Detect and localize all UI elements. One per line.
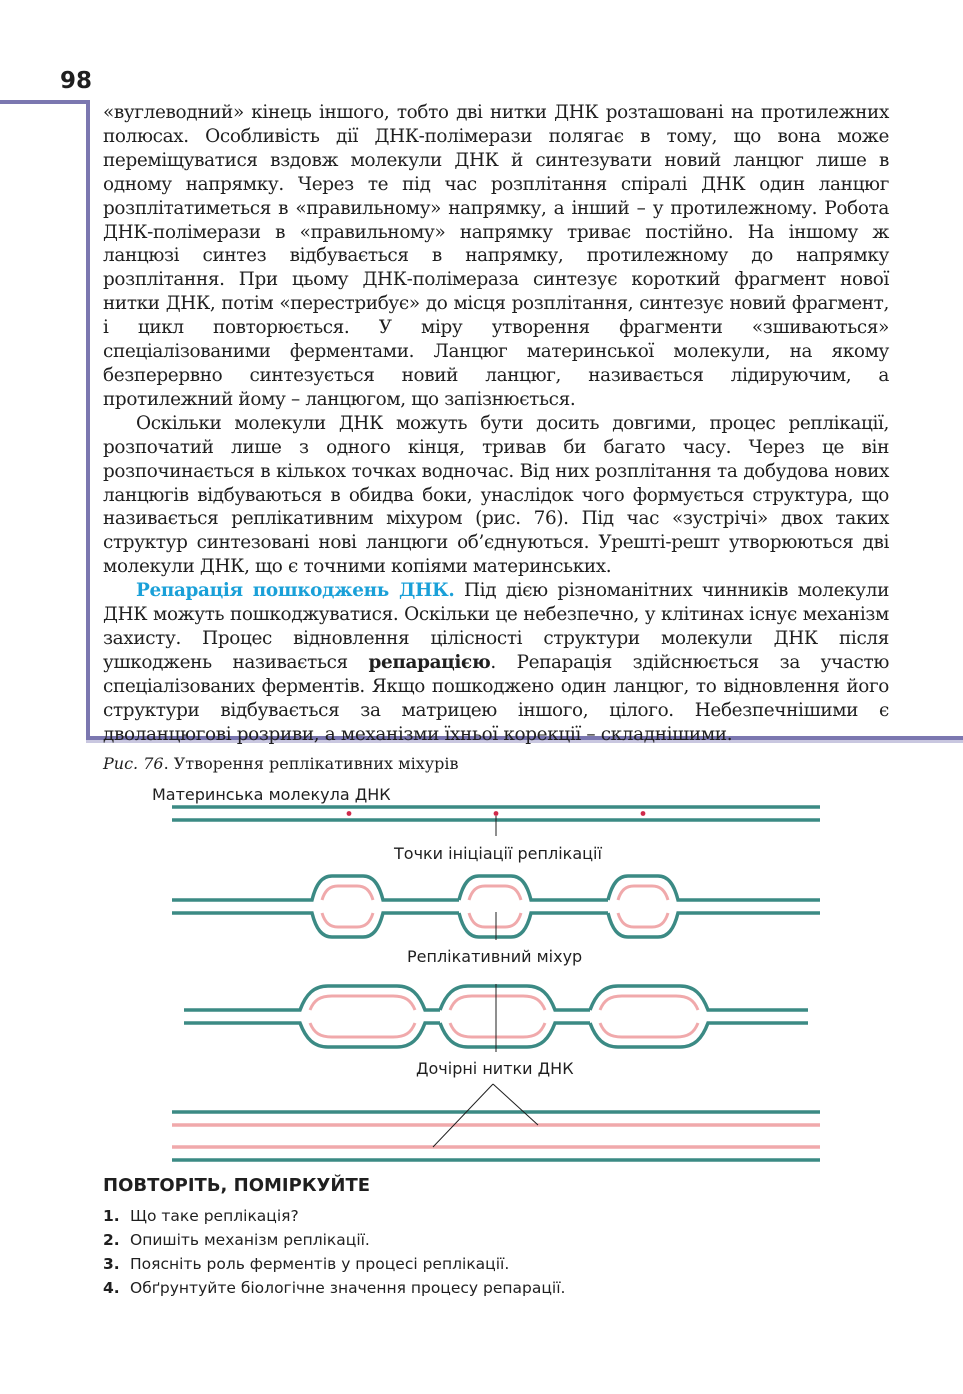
daughter-strand-top: [322, 886, 373, 900]
daughter-strand-top: [310, 996, 415, 1010]
question-text: Що таке реплікація?: [130, 1207, 299, 1225]
question-item: [103, 1252, 565, 1276]
bubble-strand-top: [608, 876, 820, 900]
pointer-daughter-right: [493, 1084, 538, 1125]
bubble-strand-bottom: [608, 913, 820, 937]
question-text: Опишіть механізм реплікації.: [130, 1231, 370, 1249]
daughter-strand-bottom: [600, 1023, 698, 1037]
question-item: [103, 1276, 565, 1300]
page-number: 98: [60, 68, 93, 94]
daughter-strand-top: [600, 996, 698, 1010]
bubble-strand-top: [459, 876, 608, 900]
question-number: 2.: [103, 1231, 120, 1249]
replication-diagram: [150, 780, 840, 1170]
label-parent-molecule: Материнська молекула ДНК: [152, 785, 391, 804]
bubble-small-right: [608, 876, 820, 937]
bubble-large-middle: [440, 986, 590, 1047]
bubble-strand-top: [172, 876, 459, 900]
main-text: [103, 101, 889, 746]
initiation-point: [494, 811, 499, 816]
bubble-small-middle: [459, 876, 608, 937]
daughter-strand-top: [618, 886, 668, 900]
bubble-strand-top: [590, 986, 808, 1010]
review-title: ПОВТОРІТЬ, ПОМІРКУЙТЕ: [103, 1175, 371, 1196]
paragraph-leading-strand: «вуглеводний» кінець іншого, тобто дві нитки ДНК розташовані на протилежних полюсах. Особливість дії ДНК-полімерази полягає в тому, що вона може переміщуватися вздовж молекули ДНК й синтезувати новий ланцюг лише в одному напрямку. Через те під час розплітання спіралі ДНК один ланцюг розплітатиметься в «правильному» напрямку, а інший – у протилежному. Робота ДНК-полімерази в «правильному» напрямку триває постійно. На іншому ж ланцюзі синтез відбувається в напрямку, протилежному до напрямку розплітання. При цьому ДНК-полімераза синтезує короткий фрагмент нової нитки ДНК, потім «перестрибує» до місця розплітання, синтезує новий фрагмент, і цикл повторюється. У міру утворення фрагменти «зшиваються» спеціалізованими ферментами. Ланцюг материнської молекули, на якому безперервно синтезується новий ланцюг, називається лідируючим, а протилежний йому – ланцюгом, що запізнюється.: [103, 102, 889, 410]
initiation-point: [347, 811, 352, 816]
question-item: [103, 1228, 565, 1252]
question-number: 4.: [103, 1279, 120, 1297]
paragraph-replication-bubble: Оскільки молекули ДНК можуть бути досить довгими, процес реплікації, розпочатий лише з одного кінця, тривав би багато часу. Через це він розпочинається в кількох точках водночас. Від них розплітання та добудова нових ланцюгів відбуваються в обидва боки, унаслідок чого формується структура, що називається реплікативним міхуром (рис. 76). Під час «зустрічі» двох таких структур синтезовані нові ланцюги об’єднуються. Урешті-решт утворюються дві молекули ДНК, що є точними копіями материнських.: [103, 412, 889, 578]
label-initiation-points: Точки ініціації реплікації: [394, 844, 602, 863]
figure-title: Утворення реплікативних міхурів: [173, 754, 459, 773]
frame-left-border: [86, 100, 90, 740]
daughter-strand-top: [469, 886, 521, 900]
figure-caption: [103, 754, 459, 773]
bubble-small-left: [172, 876, 459, 937]
question-item: [103, 1204, 565, 1228]
repair-heading: Репарація пошкоджень ДНК.: [136, 580, 455, 602]
bubble-large-right: [590, 986, 808, 1047]
label-daughter-strands: Дочірні нитки ДНК: [416, 1059, 574, 1078]
label-replication-bubble: Реплікативний міхур: [407, 947, 583, 966]
bubble-large-left: [184, 986, 440, 1047]
daughter-strand-bottom: [618, 913, 668, 927]
figure-caption-separator: .: [163, 754, 174, 773]
repair-text-before: Під дією різноманітних чинників молекули ДНК можуть пошкоджуватися. Оскільки це небезпечно, у клітинах існує механізм захисту. Процес відновлення цілісності структури молекули ДНК після ушкоджень називається: [103, 580, 889, 673]
bubble-strand-bottom: [172, 913, 459, 937]
daughter-strand-bottom: [450, 1023, 545, 1037]
figure-label: Рис. 76: [103, 754, 164, 773]
daughter-strand-bottom: [322, 913, 373, 927]
review-questions: [103, 1204, 565, 1300]
question-number: 3.: [103, 1255, 120, 1273]
pointer-daughter-left: [433, 1084, 493, 1147]
bubble-strand-bottom: [590, 1023, 808, 1047]
repair-text-after: . Репарація здійснюється за участю спеціалізованих ферментів. Якщо пошкоджено один ланцюг, то відновлення його структури відбувається за матрицею іншого, цілого. Небезпечнішими є дволанцюгові розриви, а механізми їхньої корекції – складнішими.: [103, 651, 889, 745]
daughter-strand-bottom: [469, 913, 521, 927]
initiation-point: [641, 811, 646, 816]
question-number: 1.: [103, 1207, 120, 1225]
question-text: Обґрунтуйте біологічне значення процесу репарації.: [130, 1279, 566, 1297]
repair-term: репарацією: [368, 651, 491, 673]
frame-top-border: [0, 100, 90, 104]
daughter-strand-bottom: [310, 1023, 415, 1037]
daughter-strand-top: [450, 996, 545, 1010]
question-text: Поясніть роль ферментів у процесі реплікації.: [130, 1255, 510, 1273]
paragraph-repair: [103, 579, 889, 746]
bubble-strand-bottom: [459, 913, 608, 937]
